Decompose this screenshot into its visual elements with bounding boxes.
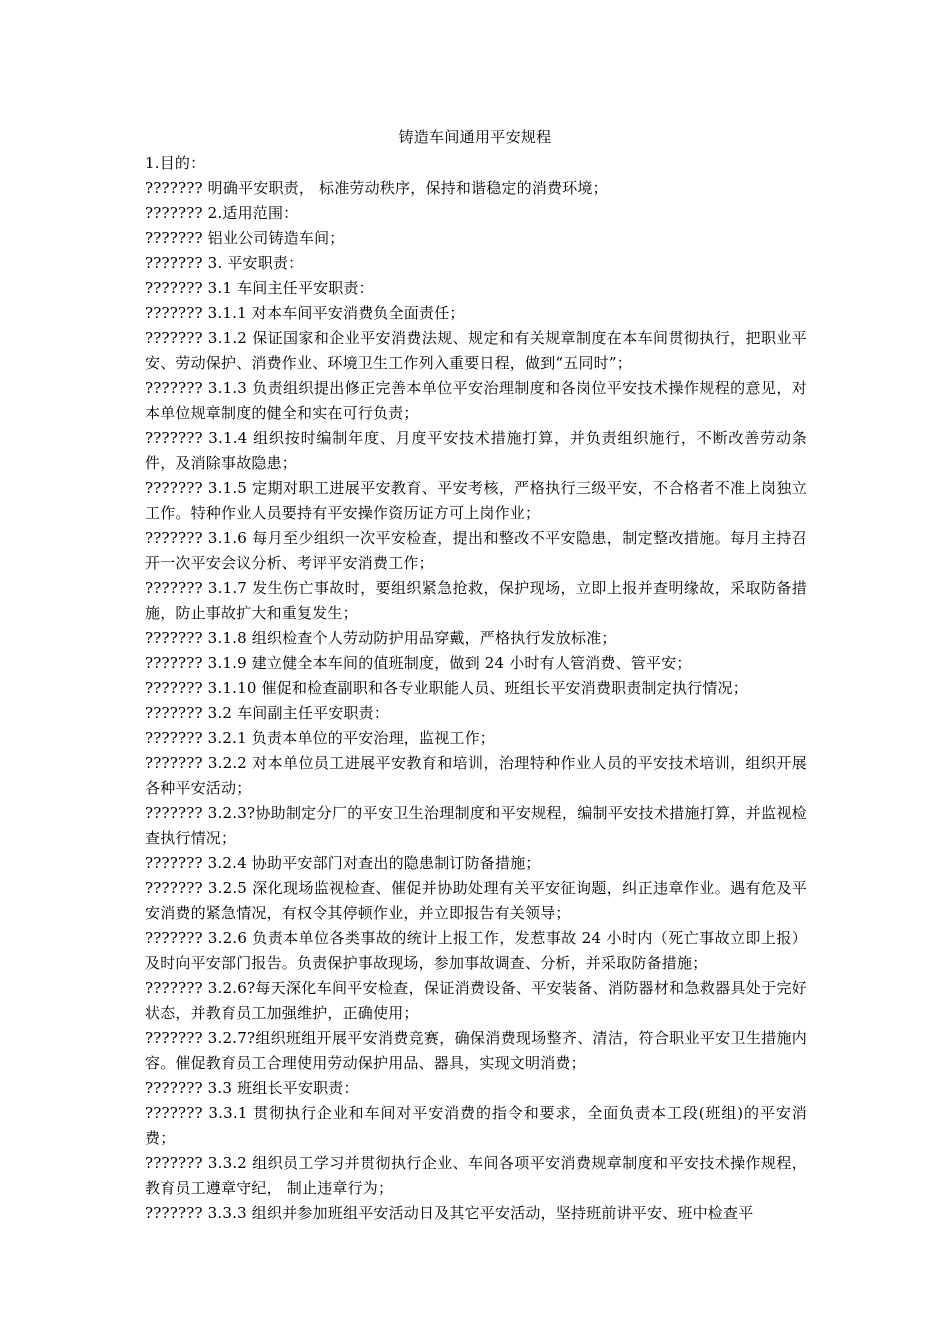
paragraph: ??????? 3.1.5 定期对职工进展平安教育、平安考核，严格执行三级平安，不合格者不准上岗独立工作。特种作业人员要持有平安操作资历证方可上岗作业； [145,479,807,522]
paragraph: ??????? 3.2.5 深化现场监视检查、催促并协助处理有关平安征询题，纠正违章作业。遇有危及平安消费的紧急情况，有权令其停顿作业，并立即报告有关领导； [145,879,807,922]
paragraph: ??????? 3.2 车间副主任平安职责： [145,704,390,722]
paragraph: ??????? 3.3 班组长平安职责： [145,1079,359,1097]
paragraph: ??????? 3.1.3 负责组织提出修正完善本单位平安治理制度和各岗位平安技术操作规程的意见，对本单位规章制度的健全和实在可行负责； [145,379,807,422]
document-body [145,151,807,1226]
paragraph: ??????? 明确平安职责， 标准劳动秩序，保持和谐稳定的消费环境； [145,179,608,197]
paragraph: ??????? 3.1.6 每月至少组织一次平安检查，提出和整改不平安隐患，制定整改措施。每月主持召开一次平安会议分析、考评平安消费工作； [145,529,807,572]
paragraph: ??????? 3.1 车间主任平安职责： [145,279,374,297]
paragraph: ??????? 3.1.1 对本车间平安消费负全面责任； [145,304,465,322]
paragraph: ??????? 3.3.3 组织并参加班组平安活动日及其它平安活动，坚持班前讲平安、班中检查平 [145,1204,754,1222]
paragraph: ??????? 3.2.6?每天深化车间平安检查，保证消费设备、平安装备、消防器材和急救器具处于完好状态，并教育员工加强维护，正确使用； [145,979,807,1022]
paragraph: ??????? 3.1.10 催促和检查副职和各专业职能人员、班组长平安消费职责制定执行情况； [145,679,748,697]
paragraph: ??????? 3.1.4 组织按时编制年度、月度平安技术措施打算，并负责组织施行，不断改善劳动条件，及消除事故隐患； [145,429,807,472]
paragraph: ??????? 3.1.9 建立健全本车间的值班制度，做到 24 小时有人管消费、管平安； [145,654,692,672]
paragraph: ??????? 3.2.1 负责本单位的平安治理，监视工作； [145,729,495,747]
paragraph: ??????? 3.2.6 负责本单位各类事故的统计上报工作，发惹事故 24 小时内（死亡事故立即上报）及时向平安部门报告。负责保护事故现场，参加事故调查、分析，并采取防备措施； [145,929,807,972]
paragraph: ??????? 3.1.8 组织检查个人劳动防护用品穿戴，严格执行发放标准； [145,629,617,647]
paragraph: ??????? 2.适用范围： [145,204,299,222]
paragraph: ??????? 3.1.7 发生伤亡事故时，要组织紧急抢救，保护现场，立即上报并查明缘故，采取防备措施，防止事故扩大和重复发生； [145,579,807,622]
paragraph: 1.目的： [145,154,206,172]
paragraph: ??????? 3.2.7?组织班组开展平安消费竞赛，确保消费现场整齐、清洁，符合职业平安卫生措施内容。催促教育员工合理使用劳动保护用品、器具，实现文明消费； [145,1029,807,1072]
paragraph: ??????? 铝业公司铸造车间； [145,229,345,247]
document-title: 铸造车间通用平安规程 [398,128,552,146]
paragraph: ??????? 3.2.3?协助制定分厂的平安卫生治理制度和平安规程，编制平安技术措施打算，并监视检查执行情况； [145,804,807,847]
paragraph: ??????? 3.3.2 组织员工学习并贯彻执行企业、车间各项平安消费规章制度和平安技术操作规程，教育员工遵章守纪， 制止违章行为； [145,1154,807,1197]
paragraph: ??????? 3.2.4 协助平安部门对查出的隐患制订防备措施； [145,854,541,872]
paragraph: ??????? 3.2.2 对本单位员工进展平安教育和培训，治理特种作业人员的平安技术培训，组织开展各种平安活动； [145,754,807,797]
paragraph: ??????? 3.1.2 保证国家和企业平安消费法规、规定和有关规章制度在本车间贯彻执行，把职业平安、劳动保护、消费作业、环境卫生工作列入重要日程，做到“五同时”； [145,329,807,372]
paragraph: ??????? 3. 平安职责： [145,254,304,272]
paragraph: ??????? 3.3.1 贯彻执行企业和车间对平安消费的指令和要求，全面负责本工段(班组)的平安消费； [145,1104,807,1147]
